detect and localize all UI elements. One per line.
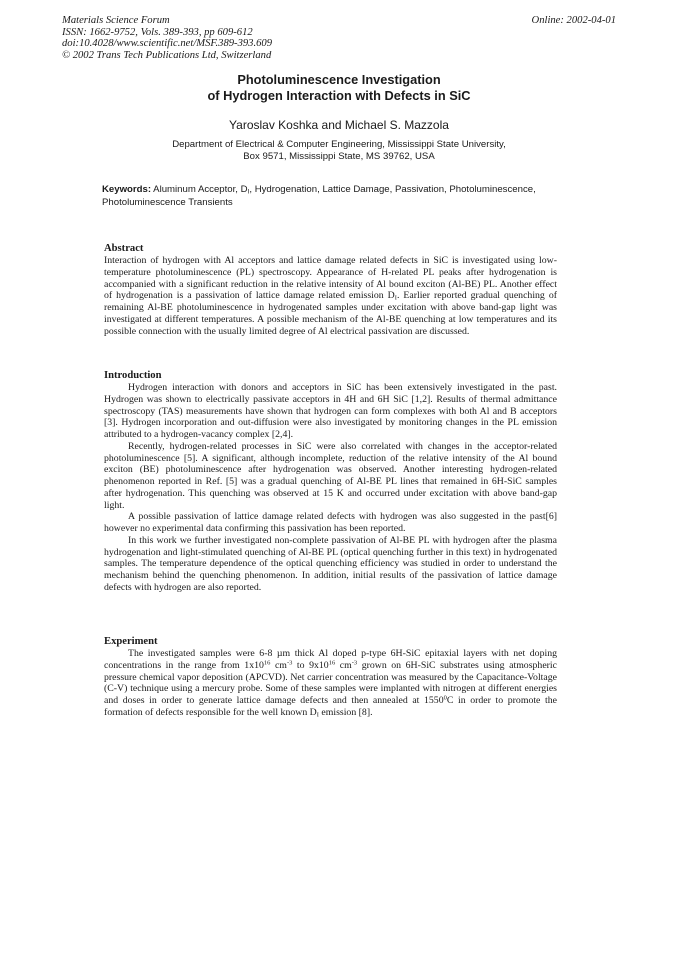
experiment-sup-1: 16 [263, 659, 271, 667]
experiment-subscript: I [316, 711, 319, 719]
experiment-paragraph [104, 648, 557, 719]
journal-name: Materials Science Forum [62, 15, 170, 26]
abstract-section [104, 242, 557, 337]
title-line-1: Photoluminescence Investigation [237, 72, 441, 87]
affiliation-line-2: Box 9571, Mississippi State, MS 39762, USA [243, 151, 435, 162]
introduction-heading: Introduction [104, 370, 162, 381]
affiliation [0, 139, 678, 163]
experiment-text-2: cm [270, 659, 287, 671]
introduction-paragraph-2: Recently, hydrogen-related processes in SiC were also correlated with changes in the acceptor-related photoluminescence [5]. A significant, although incomplete, reduction of the relative intensity of the Al bound exciton (BE) photoluminescence after hydrogenation was observed. Another interesting hydrogen-related phenomenon reported in Ref. [5] was a gradual quenching of Al-BE PL lines that remained in 6H-SiC samples after hydrogenation. This quenching was observed at 15 K and occurred under excitation with above band-gap light. [104, 440, 557, 511]
keywords-text: Aluminum Acceptor, D [151, 184, 248, 195]
doi-line: doi:10.4028/www.scientific.net/MSF.389-393.609 [62, 38, 272, 49]
experiment-sup-2: -3 [286, 659, 293, 667]
paper-title [0, 72, 678, 104]
abstract-text: Interaction of hydrogen with Al acceptors and lattice damage related defects in SiC is investigated using low-temperature photoluminescence (PL) spectroscopy. Appearance of H-related PL peaks after hydrogenation is accompanied with a significant reduction in the relative intensity of Al bound exciton (Al-BE) PL. Another effect of hydrogenation is a passivation of lattice damage related emission D [104, 255, 557, 302]
experiment-text-4: cm [335, 659, 352, 671]
abstract-heading: Abstract [104, 243, 144, 254]
keywords [102, 184, 572, 209]
affiliation-line-1: Department of Electrical & Computer Engineering, Mississippi State University, [172, 139, 506, 150]
experiment-text-6: C in order to promote the formation of defects responsible for the well known D [104, 695, 557, 718]
experiment-text-7: emission [8]. [318, 706, 373, 718]
keywords-text-rest: , Hydrogenation, Lattice Damage, Passivation, Photoluminescence, Photoluminescence Transients [102, 184, 536, 208]
experiment-text-1: The investigated samples were 6-8 µm thick Al doped p-type 6H-SiC epitaxial layers with net doping concentrations in the range from 1x10 [104, 648, 557, 671]
introduction-paragraph-3: A possible passivation of lattice damage related defects with hydrogen was also suggested in the past[6] however no experimental data confirming this passivation has been reported. [104, 511, 557, 534]
issn-line: ISSN: 1662-9752, Vols. 389-393, pp 609-612 [62, 26, 253, 38]
keywords-label: Keywords: [102, 184, 152, 195]
keywords-subscript: I [247, 188, 250, 196]
experiment-sup-5: 0 [443, 694, 447, 702]
experiment-sup-3: 16 [328, 659, 336, 667]
introduction-paragraph-4: In this work we further investigated non-complete passivation of Al-BE PL with hydrogen after the plasma hydrogenation and light-stimulated quenching of Al-BE PL (optical quenching further in this text) in hydrogenated samples. The temperature dependence of the optical quenching efficiency was studied in order to understand the mechanism behind the quenching phenomenon. In addition, initial results of the passivation of lattice damage defects with hydrogen are also reported. [104, 534, 557, 593]
introduction-section [104, 369, 557, 594]
experiment-heading: Experiment [104, 636, 158, 647]
experiment-text-5: grown on 6H-SiC substrates using atmospheric pressure chemical vapor deposition (APCVD). Net carrier concentration was measured by the Capacitance-Voltage (C-V) technique using a mercury probe. Some of these samples were implanted with nitrogen at different energies and doses in order to generate lattice damage defects and then annealed at 1550 [104, 659, 557, 706]
title-line-2: of Hydrogen Interaction with Defects in SiC [207, 88, 471, 103]
experiment-section [104, 635, 557, 719]
experiment-sup-4: -3 [351, 659, 358, 667]
abstract-text-rest: . Earlier reported gradual quenching of remaining Al-BE photoluminescence in hydrogenated samples under excitation with above band-gap light was investigated at different temperatures. A possible mechanism of the Al-BE quenching at low temperatures and its possible connection with the usually limited degree of Al electrical passivation are discussed. [104, 290, 557, 337]
online-date: Online: 2002-04-01 [531, 15, 616, 26]
experiment-text-3: to 9x10 [292, 659, 329, 671]
abstract-paragraph [104, 255, 557, 337]
abstract-subscript: I [394, 294, 397, 302]
copyright-line: © 2002 Trans Tech Publications Ltd, Switzerland [62, 49, 272, 61]
introduction-paragraph-1: Hydrogen interaction with donors and acceptors in SiC has been extensively investigated in the past. Hydrogen was shown to electrically passivate acceptors in 4H and 6H SiC [1,2]. Results of thermal admittance spectroscopy (TAS) measurements have shown that hydrogen can form complexes with both Al and B acceptors [3]. Hydrogen incorporation and out-diffusion were also investigated by monitoring changes in the PL emission attributed to a hydrogen-vacancy complex [2,4]. [104, 382, 557, 440]
authors: Yaroslav Koshka and Michael S. Mazzola [229, 118, 449, 132]
journal-header [62, 15, 362, 61]
